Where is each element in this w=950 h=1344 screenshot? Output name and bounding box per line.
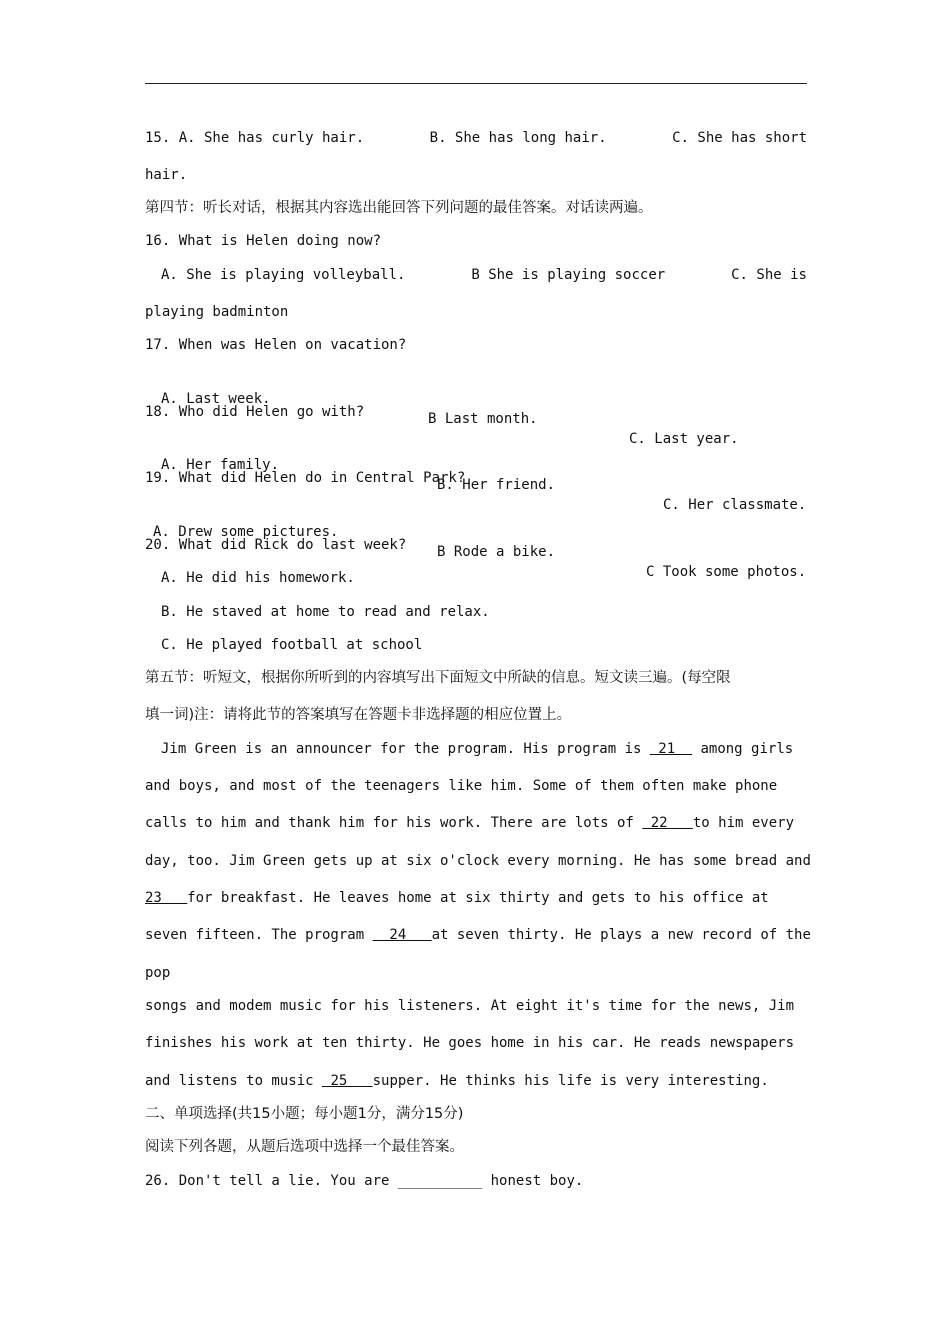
blank-22: 22 xyxy=(642,815,693,831)
passage-line-2: and boys, and most of the teenagers like him. Some of them often make phone xyxy=(145,778,778,794)
q18-question: 18. Who did Helen go with? xyxy=(145,404,365,420)
part2-heading: 二、单项选择(共15小题；每小题1分，满分15分) xyxy=(145,1106,464,1122)
q26-question xyxy=(145,1171,807,1191)
passage-text: seven fifteen. The program xyxy=(145,927,373,943)
q19-option-a: A. Drew some pictures. xyxy=(153,524,339,540)
q19-option-c: C Took some photos. xyxy=(646,564,807,580)
q26-text: honest boy. xyxy=(482,1173,584,1189)
q16-option-b: B She is playing soccer xyxy=(471,267,666,283)
section5-heading-line1: 第五节：听短文，根据你所听到的内容填写出下面短文中所缺的信息。短文读三遍。(每空限 xyxy=(145,670,731,686)
q15-options xyxy=(145,128,807,148)
q16-option-c: C. She is xyxy=(731,267,807,283)
q26-text: 26. Don't tell a lie. You are xyxy=(145,1173,398,1189)
blank-21: 21 xyxy=(649,741,693,757)
passage-line-8: songs and modem music for his listeners. At eight it's time for the news, Jim xyxy=(145,998,795,1014)
q17-question: 17. When was Helen on vacation? xyxy=(145,337,407,353)
q18-option-c: C. Her classmate. xyxy=(663,497,807,513)
passage-text: calls to him and thank him for his work. There are lots of xyxy=(145,815,643,831)
passage-text: supper. He thinks his life is very interesting. xyxy=(372,1073,769,1089)
passage-line-7: pop xyxy=(145,965,171,981)
passage-text: to him every xyxy=(692,815,795,831)
passage-line-5 xyxy=(145,888,807,908)
q20-option-a: A. He did his homework. xyxy=(161,570,355,586)
q20-question: 20. What did Rick do last week? xyxy=(145,537,407,553)
blank-24: 24 xyxy=(372,927,432,943)
part2-instruction: 阅读下列各题，从题后选项中选择一个最佳答案。 xyxy=(145,1139,464,1155)
passage-text: and listens to music xyxy=(145,1073,323,1089)
q16-option-c-continued: playing badminton xyxy=(145,304,289,320)
blank-23: 23 xyxy=(145,890,188,906)
q17-option-b: B Last month. xyxy=(428,411,538,427)
passage-line-3 xyxy=(145,813,807,833)
passage-text: among girls xyxy=(692,741,794,757)
q16-option-a: A. She is playing volleyball. xyxy=(161,267,406,283)
passage-line-4: day, too. Jim Green gets up at six o'clock every morning. He has some bread and xyxy=(145,853,811,869)
q17-option-c: C. Last year. xyxy=(629,431,739,447)
q16-options xyxy=(145,265,807,285)
passage-text: at seven thirty. He plays a new record of the xyxy=(431,927,811,943)
q15-option-b: B. She has long hair. xyxy=(429,130,607,146)
passage-text: for breakfast. He leaves home at six thirty and gets to his office at xyxy=(187,890,769,906)
q15-option-c: C. She has short xyxy=(672,130,807,146)
passage-line-9: finishes his work at ten thirty. He goes home in his car. He reads newspapers xyxy=(145,1035,795,1051)
section4-heading: 第四节：听长对话，根据其内容选出能回答下列问题的最佳答案。对话读两遍。 xyxy=(145,200,653,216)
passage-line-6 xyxy=(145,925,811,945)
q19-option-b: B Rode a bike. xyxy=(437,544,556,560)
q18-option-a: A. Her family. xyxy=(161,457,280,473)
q20-option-c: C. He played football at school xyxy=(161,637,423,653)
q16-question: 16. What is Helen doing now? xyxy=(145,233,382,249)
q26-blank: __________ xyxy=(397,1173,483,1189)
passage-line-1 xyxy=(145,739,823,759)
q20-option-b: B. He staved at home to read and relax. xyxy=(161,604,490,620)
header-rule xyxy=(145,83,807,84)
q17-option-a: A. Last week. xyxy=(161,391,271,407)
blank-25: 25 xyxy=(322,1073,373,1089)
passage-text: Jim Green is an announcer for the program. His program is xyxy=(161,741,650,757)
q18-option-b: B. Her friend. xyxy=(437,477,556,493)
q19-question: 19. What did Helen do in Central Park? xyxy=(145,470,466,486)
q15-option-c-continued: hair. xyxy=(145,167,188,183)
section5-heading-line2: 填一词)注：请将此节的答案填写在答题卡非选择题的相应位置上。 xyxy=(145,707,572,723)
q15-option-a: 15. A. She has curly hair. xyxy=(145,130,365,146)
passage-line-10 xyxy=(145,1071,807,1091)
